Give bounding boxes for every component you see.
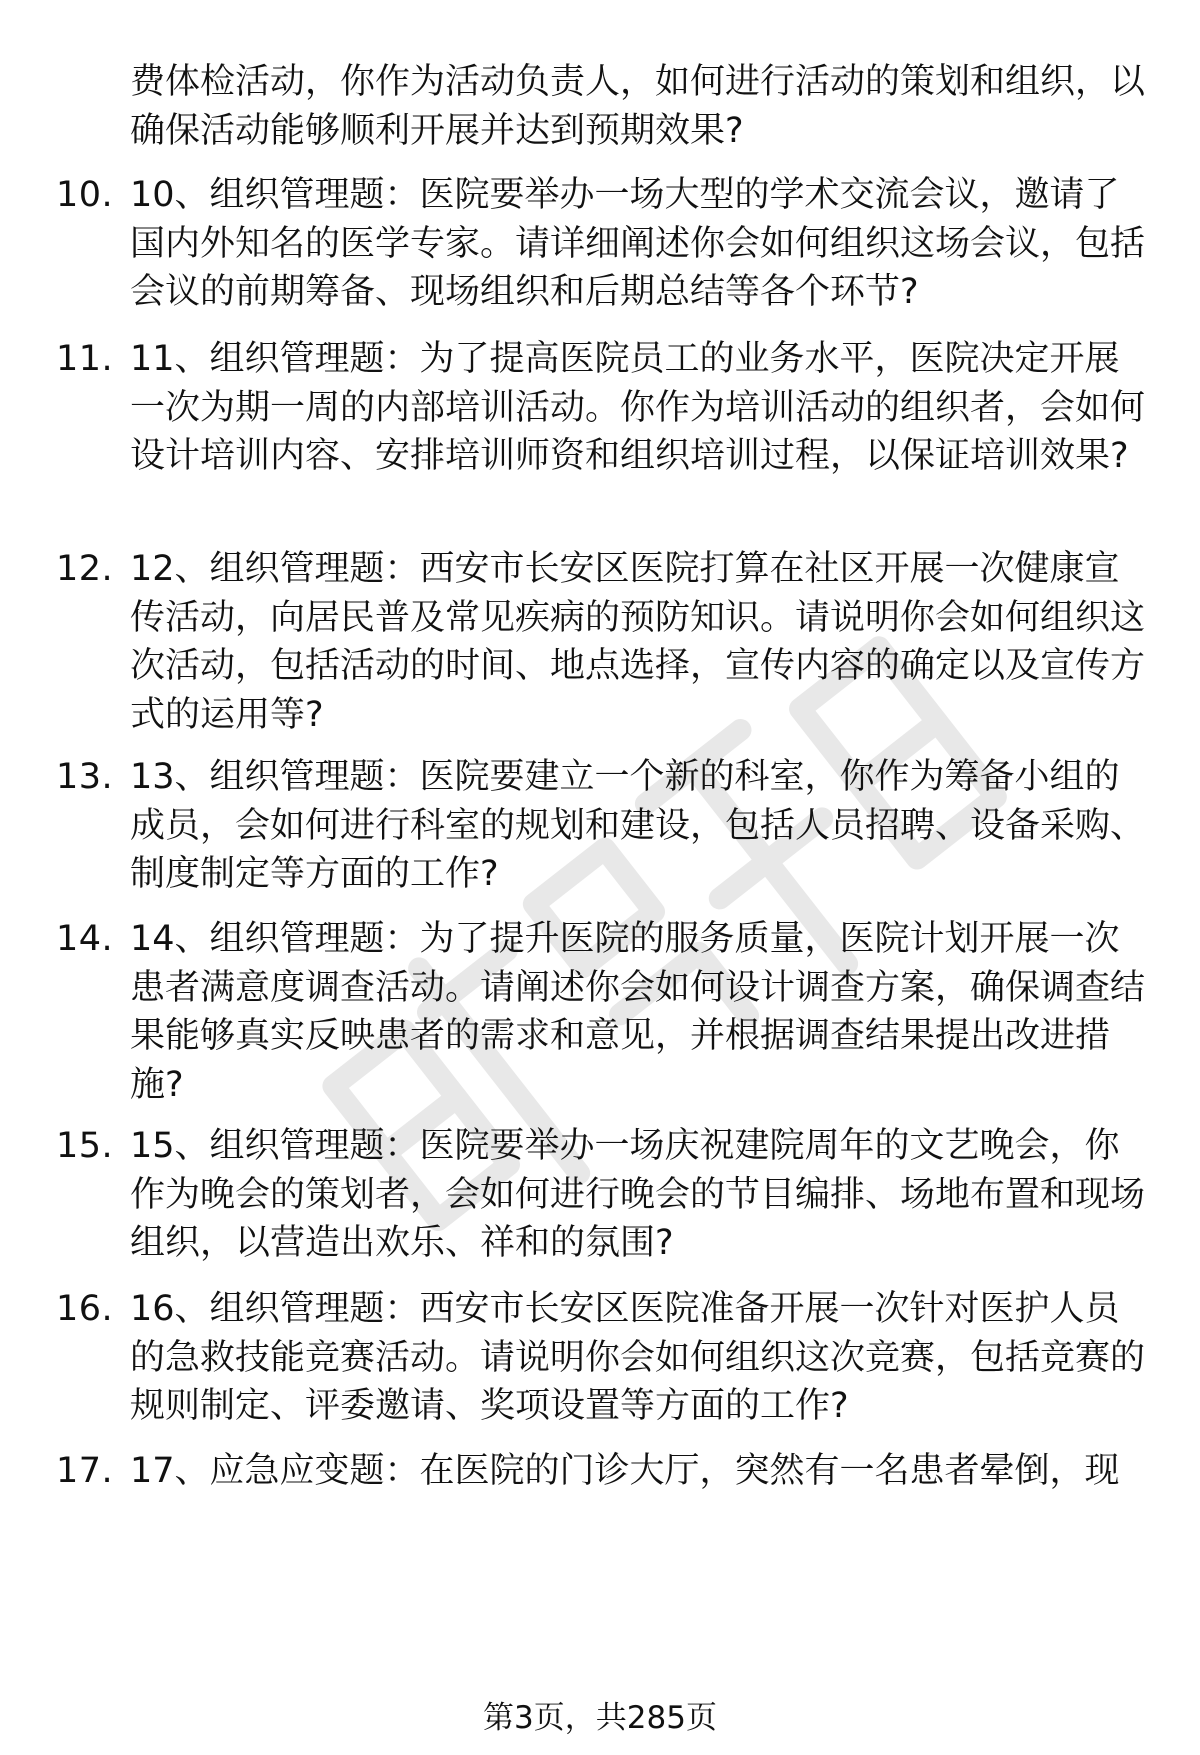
item-text: 11、组织管理题：为了提高医院员工的业务水平，医院决定开展一次为期一周的内部培训活动。你作为培训活动的组织者，会如何设计培训内容、安排培训师资和组织培训过程，以保证培训效果?: [130, 339, 1146, 476]
item-number: 13.: [56, 757, 114, 797]
item-text: 15、组织管理题：医院要举办一场庆祝建院周年的文艺晚会，你作为晚会的策划者，会如何进行晚会的节目编排、场地布置和现场组织，以营造出欢乐、祥和的氛围?: [130, 1126, 1146, 1263]
item-number: 14.: [56, 919, 114, 959]
item-text: 17、应急应变题：在医院的门诊大厅，突然有一名患者晕倒，现: [130, 1451, 1120, 1491]
item-number: 11.: [56, 339, 114, 379]
item-number: 12.: [56, 549, 114, 589]
item-text: 费体检活动，你作为活动负责人，如何进行活动的策划和组织，以确保活动能够顺利开展并达到预期效果?: [130, 62, 1146, 151]
item-text: 13、组织管理题：医院要建立一个新的科室，你作为筹备小组的成员，会如何进行科室的规划和建设，包括人员招聘、设备采购、制度制定等方面的工作?: [130, 757, 1146, 894]
page-number: 第3页，共285页: [483, 1700, 717, 1736]
item-number: 17.: [56, 1451, 114, 1491]
item-number: 15.: [56, 1126, 114, 1166]
item-text: 14、组织管理题：为了提升医院的服务质量，医院计划开展一次患者满意度调查活动。请阐述你会如何设计调查方案，确保调查结果能够真实反映患者的需求和意见，并根据调查结果提出改进措施?: [130, 919, 1146, 1105]
item-number: 16.: [56, 1289, 114, 1329]
item-text: 12、组织管理题：西安市长安区医院打算在社区开展一次健康宣传活动，向居民普及常见疾病的预防知识。请说明你会如何组织这次活动，包括活动的时间、地点选择，宣传内容的确定以及宣传方式的运用等?: [130, 549, 1146, 735]
item-text: 16、组织管理题：西安市长安区医院准备开展一次针对医护人员的急救技能竞赛活动。请说明你会如何组织这次竞赛，包括竞赛的规则制定、评委邀请、奖项设置等方面的工作?: [130, 1289, 1146, 1426]
item-number: 10.: [56, 175, 114, 215]
item-text: 10、组织管理题：医院要举办一场大型的学术交流会议，邀请了国内外知名的医学专家。请详细阐述你会如何组织这场会议，包括会议的前期筹备、现场组织和后期总结等各个环节?: [130, 175, 1146, 312]
